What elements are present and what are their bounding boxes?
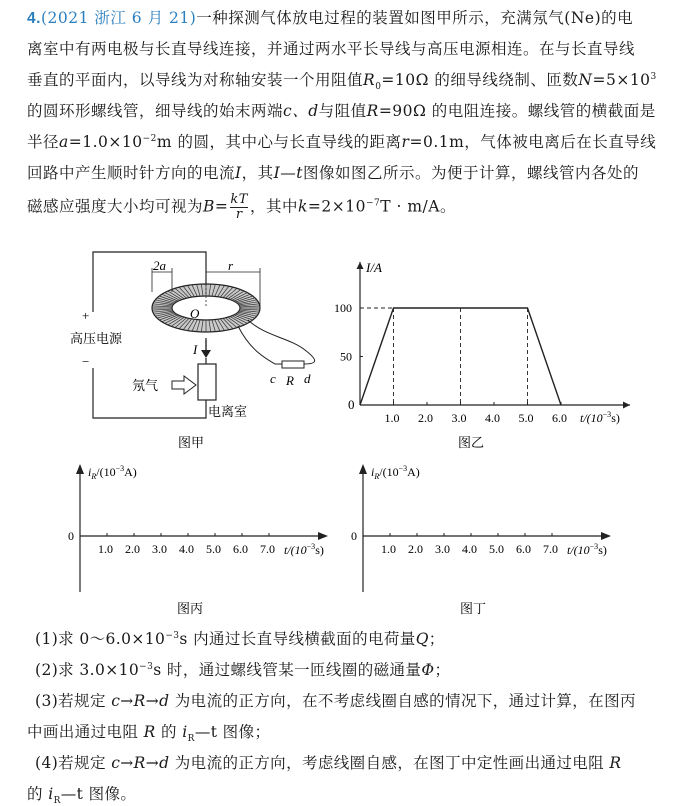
- label-d: d: [304, 371, 311, 386]
- label-O: O: [190, 306, 200, 321]
- figure-d-ylabel: $i_R/(10^{-3}A)$: [371, 464, 420, 481]
- figure-c-xtick-label: 1.0: [98, 542, 113, 556]
- figure-b-chart: [330, 250, 660, 455]
- figure-d-xtick-label: 7.0: [543, 542, 558, 556]
- question-3-cont: 中画出通过电阻 R 的 $i_R—t$ 图像；: [27, 723, 271, 745]
- label-power: 高压电源: [70, 331, 123, 346]
- formula-fraction: $\frac{kT}{r}$: [230, 192, 248, 222]
- problem-line-6: 回路中产生顺时针方向的电流I，其I—t图像如图乙所示。为便于计算，螺线管内各处的: [27, 164, 640, 182]
- figure-c-xtick-label: 5.0: [206, 542, 221, 556]
- label-minus: −: [82, 354, 90, 369]
- problem-line-5: 半径$a=1.0\times 10^{-2}m$ 的圆，其中心与长直导线的距离r=0.1m，气体被电离后在长直导线: [27, 133, 657, 151]
- label-neon: 氖气: [132, 378, 159, 393]
- figure-d-xtick-label: 2.0: [408, 542, 423, 556]
- label-plus: +: [82, 308, 90, 323]
- figure-b-ytick-label: 50: [340, 349, 352, 364]
- figure-c-xtick-label: 3.0: [152, 542, 167, 556]
- problem-line-2: 离室中有两电极与长直导线连接，并通过两水平长导线与高压电源相连。在与长直导线: [27, 40, 636, 58]
- figure-b-caption: 图乙: [458, 435, 485, 450]
- figure-b-xtick-label: 4.0: [485, 411, 500, 425]
- figure-d-xlabel: $t/(10^{-3}s)$: [567, 542, 607, 557]
- figure-b-xlabel: $t/(10^{-3}s)$: [580, 410, 620, 425]
- problem-line-7: 磁感应强度大小均可视为B= $\frac{kT}{r}$ ，其中$k=2\times 10^{-7}T \cdot m/A$。: [27, 192, 456, 222]
- figure-b-xtick-label: 1.0: [384, 411, 400, 425]
- label-c: c: [270, 371, 276, 386]
- figure-d-xtick-label: 3.0: [435, 542, 450, 556]
- problem-line-4: 的圆环形螺线管，细导线的始末两端c、d与阻值R=90Ω 的电阻连接。螺线管的横截面是: [27, 102, 656, 120]
- label-2a: 2a: [153, 258, 166, 273]
- question-4-cont: 的 $i_R—t$ 图像。: [27, 785, 137, 806]
- resistor-R: [282, 361, 304, 368]
- figure-d-xtick-label: 6.0: [516, 542, 531, 556]
- figure-d-chart: [345, 460, 625, 620]
- figure-c-xtick-label: 4.0: [179, 542, 194, 556]
- problem-line-1: 4.(2021 浙江 6 月 21)一种探测气体放电过程的装置如图甲所示，充满氖气(Ne)的电: [27, 9, 634, 27]
- figure-c-xlabel: $t/(10^{-3}s)$: [284, 542, 324, 557]
- figure-b-ytick-label: 100: [334, 301, 352, 315]
- figure-d-caption: 图丁: [460, 601, 487, 616]
- question-3: (3)若规定 c→R→d 为电流的正方向，在不考虑线圈自感的情况下，通过计算，在图丙: [35, 692, 636, 710]
- figure-b-origin: 0: [348, 397, 355, 412]
- figure-b-xtick-label: 3.0: [451, 411, 467, 425]
- figure-c-ylabel: $i_R/(10^{-3}A)$: [88, 464, 137, 481]
- figure-b-xtick-label: 5.0: [518, 411, 534, 425]
- figure-b-xtick-label: 2.0: [418, 411, 433, 425]
- figure-c-xtick-label: 2.0: [125, 542, 140, 556]
- figure-a-caption: 图甲: [178, 435, 205, 450]
- figure-d-xtick-label: 1.0: [381, 542, 396, 556]
- figure-d-origin: 0: [351, 529, 357, 543]
- figure-c-xtick-label: 6.0: [233, 542, 248, 556]
- figure-c-xtick-label: 7.0: [260, 542, 275, 556]
- figure-b-xtick-label: 6.0: [552, 411, 567, 425]
- question-4: (4)若规定 c→R→d 为电流的正方向，考虑线圈自感，在图丁中定性画出通过电阻 R: [35, 754, 622, 772]
- figure-a-apparatus: [60, 240, 350, 455]
- figure-c-origin: 0: [68, 529, 74, 543]
- question-2: (2)求 $3.0\times 10^{-3}s$ 时，通过螺线管某一匝线圈的磁通量Φ；: [35, 661, 451, 679]
- toroid-coil: [152, 284, 260, 332]
- figure-d-xtick-label: 4.0: [462, 542, 477, 556]
- neon-inlet-arrow: [172, 376, 196, 394]
- figure-d-xtick-label: 5.0: [489, 542, 504, 556]
- problem-number: 4.: [27, 10, 41, 27]
- figure-c-chart: [62, 460, 342, 620]
- question-1: (1)求 $0\sim 6.0\times 10^{-3}s$ 内通过长直导线横截面的电荷量Q；: [35, 630, 445, 648]
- ionization-chamber: [198, 364, 216, 400]
- figure-b-ylabel: I/A: [366, 260, 382, 275]
- problem-line-3: 垂直的平面内，以导线为对称轴安装一个用阻值$R_0=10\Omega$ 的细导线绕制、匝数$N=5\times 10^3$: [27, 71, 657, 93]
- problem-source: (2021 浙江 6 月 21): [40, 9, 197, 27]
- figure-c-caption: 图丙: [177, 601, 204, 616]
- label-R: R: [286, 373, 294, 388]
- label-r: r: [228, 258, 234, 273]
- label-I: I: [193, 342, 198, 357]
- label-chamber: 电离室: [208, 404, 248, 419]
